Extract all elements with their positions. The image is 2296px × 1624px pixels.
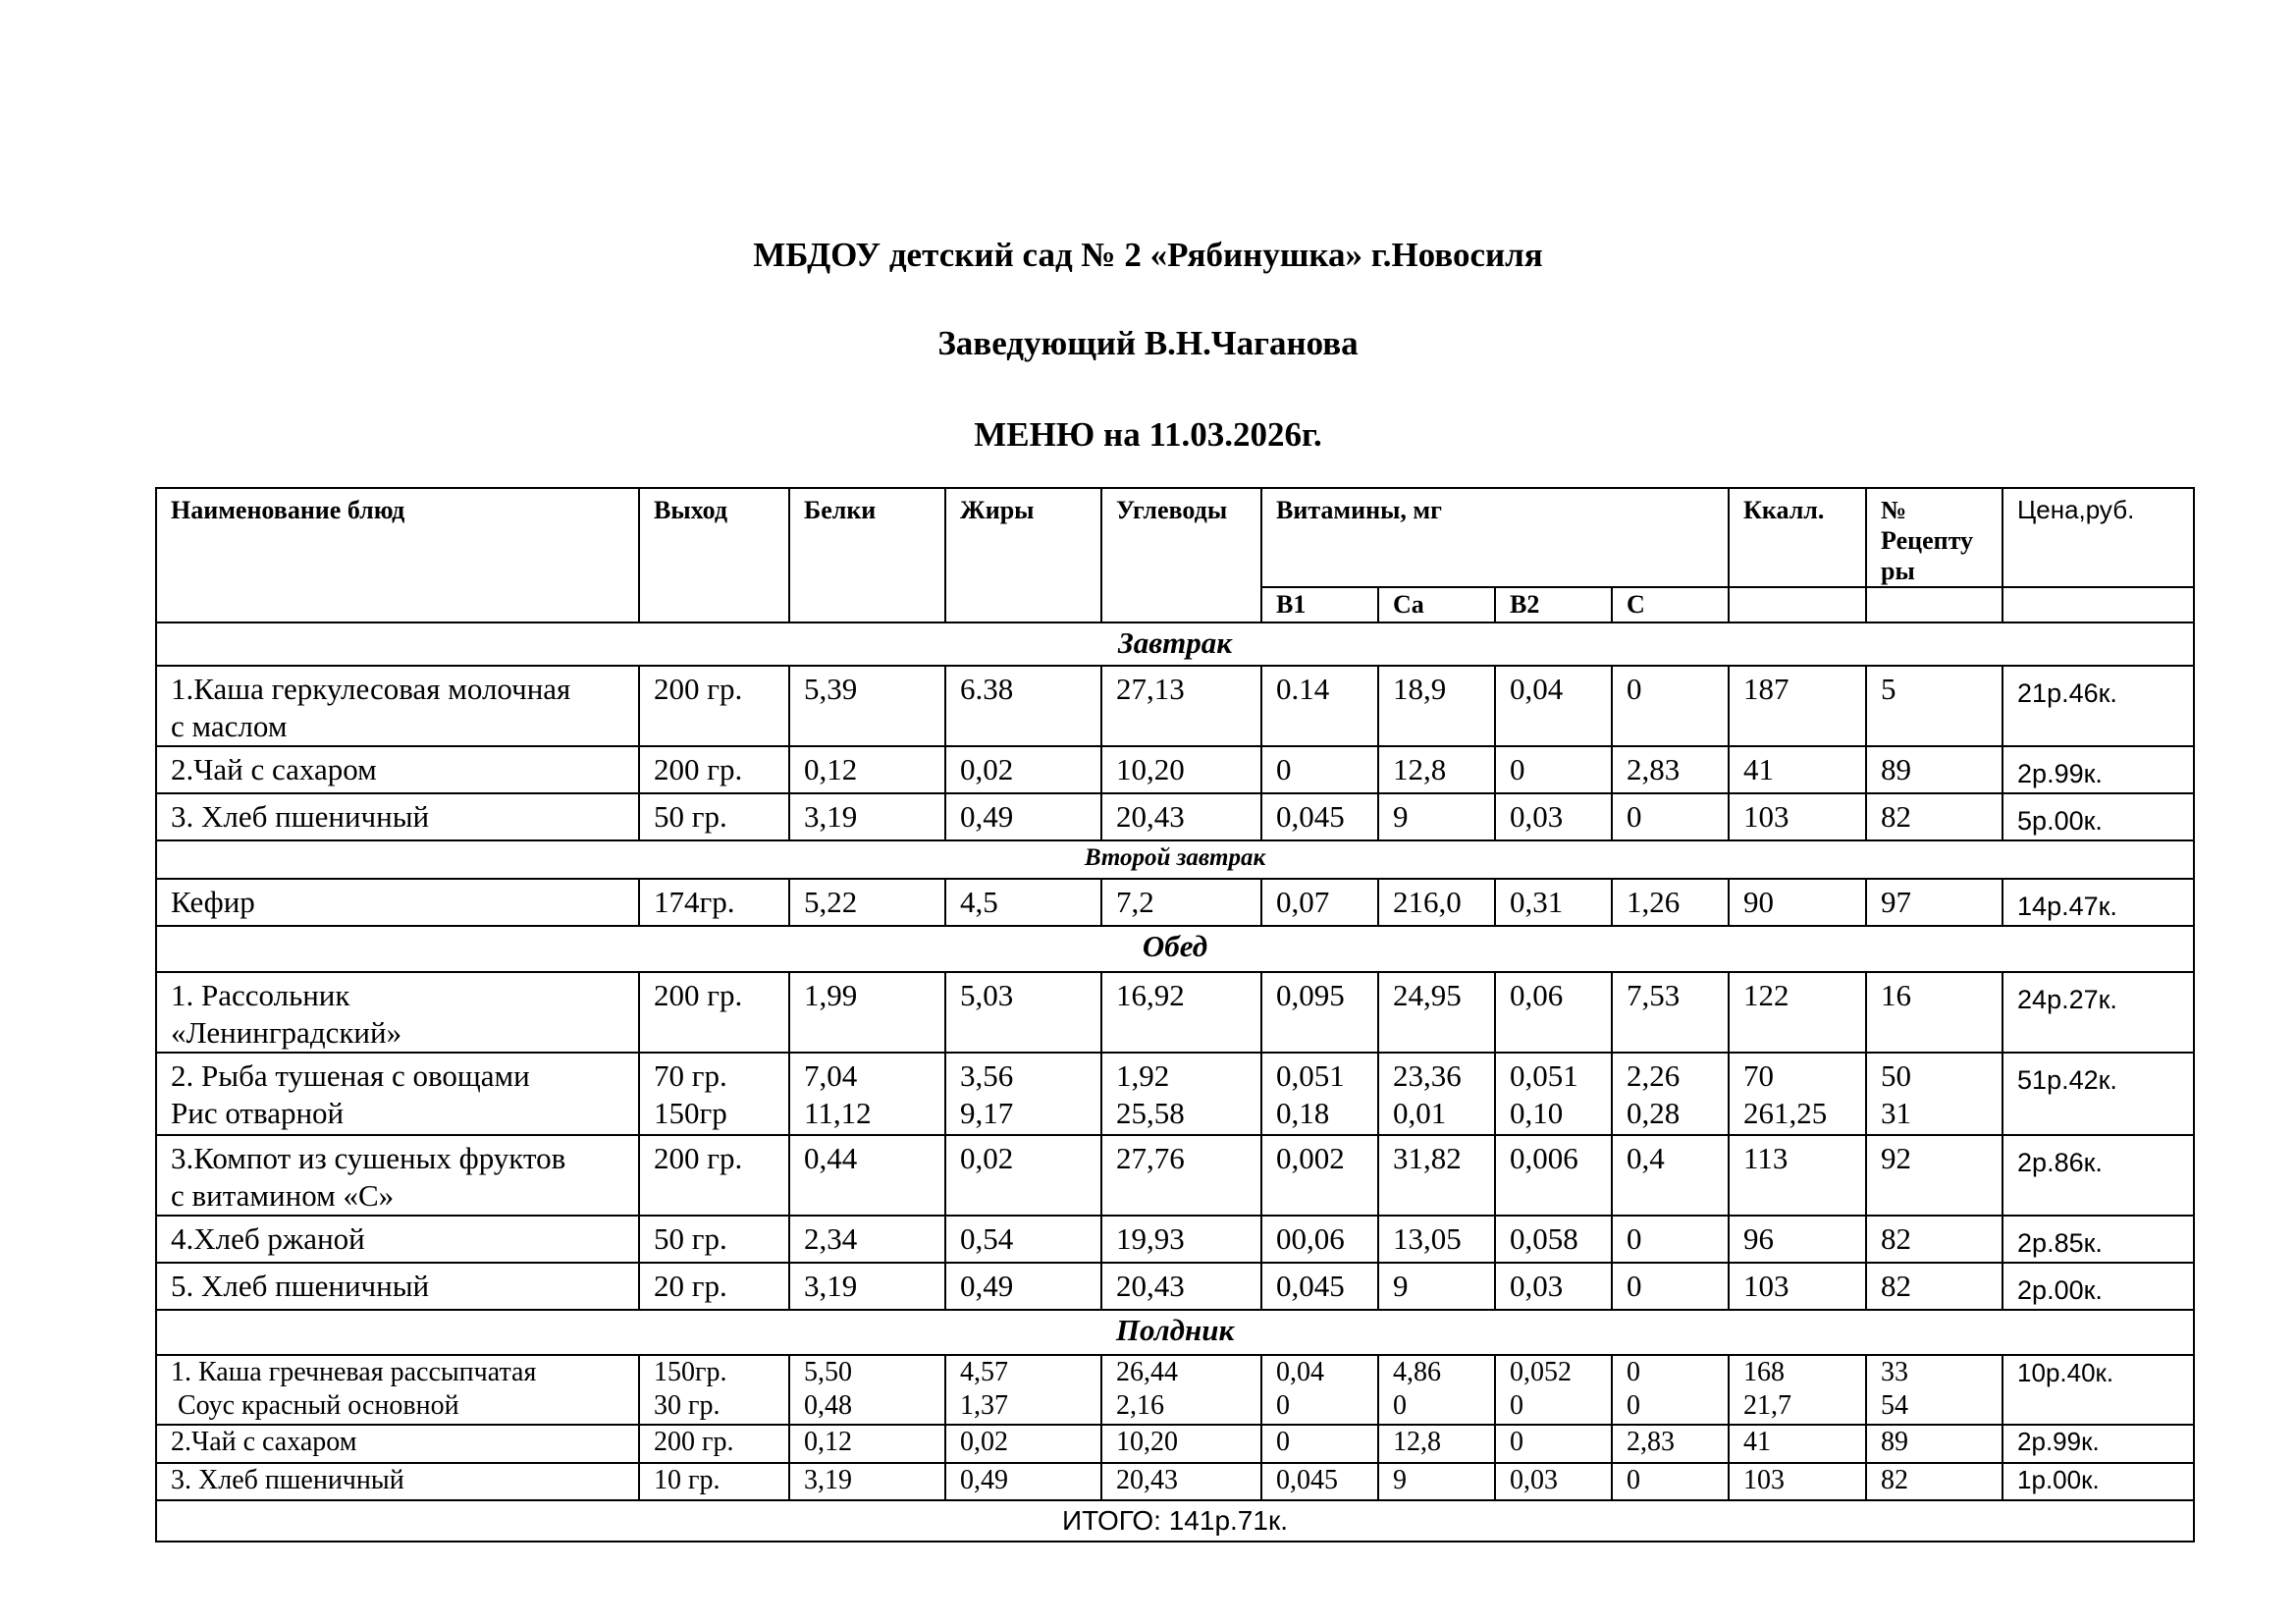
table-row xyxy=(156,1425,2194,1463)
cell-ca: 12,8 xyxy=(1378,1425,1495,1463)
col-header-ca: Са xyxy=(1378,587,1495,623)
table-row xyxy=(156,1463,2194,1500)
cell-prot: 1,99 xyxy=(789,972,945,1053)
cell-rec: 92 xyxy=(1866,1135,2002,1216)
cell-rec: 97 xyxy=(1866,879,2002,926)
cell-b1: 0 xyxy=(1261,1425,1378,1463)
table-header-row xyxy=(156,488,2194,587)
cell-kcal: 41 xyxy=(1729,746,1866,793)
menu-title: МЕНЮ на 11.03.2026г. xyxy=(974,415,1322,454)
rec-line-2: Рецепту xyxy=(1881,526,1974,555)
cell-rec: 82 xyxy=(1866,1463,2002,1500)
value-line-2: 0 xyxy=(1276,1390,1290,1421)
cell-carb: 16,92 xyxy=(1101,972,1261,1053)
cell-b1: 0,002 xyxy=(1261,1135,1378,1216)
value-line-1: 0,051 xyxy=(1510,1058,1578,1093)
cell-rec: 89 xyxy=(1866,1425,2002,1463)
cell-c: 2,83 xyxy=(1612,746,1729,793)
cell-price: 24р.27к. xyxy=(2002,972,2194,1053)
cell-fat: 0,49 xyxy=(945,793,1101,840)
cell-ca xyxy=(1378,1355,1495,1425)
value-line-1: 70 xyxy=(1743,1058,1775,1093)
cell-carb: 10,20 xyxy=(1101,1425,1261,1463)
value-line-1: 1,92 xyxy=(1116,1058,1170,1093)
cell-out: 200 гр. xyxy=(639,666,789,746)
section-row xyxy=(156,926,2194,972)
value-line-2: 0 xyxy=(1627,1390,1640,1421)
section-breakfast: Завтрак xyxy=(156,623,2194,666)
cell-c xyxy=(1612,1355,1729,1425)
cell-prot: 3,19 xyxy=(789,1263,945,1310)
cell-b2 xyxy=(1495,1355,1612,1425)
dish-name-line-1: 1.Каша геркулесовая молочная xyxy=(171,672,571,706)
dish-name-line-1: 1. Рассольник xyxy=(171,978,350,1012)
cell-b2: 0,03 xyxy=(1495,793,1612,840)
dish-name: 4.Хлеб ржаной xyxy=(156,1216,639,1263)
cell-fat: 4,5 xyxy=(945,879,1101,926)
cell-price: 51р.42к. xyxy=(2002,1053,2194,1135)
cell-prot: 0,44 xyxy=(789,1135,945,1216)
dish-name xyxy=(156,1355,639,1425)
dish-name xyxy=(156,666,639,746)
cell-rec: 16 xyxy=(1866,972,2002,1053)
table-row xyxy=(156,1135,2194,1216)
cell-price: 10р.40к. xyxy=(2002,1355,2194,1425)
cell-fat xyxy=(945,1053,1101,1135)
cell-c: 0,4 xyxy=(1612,1135,1729,1216)
cell-rec: 82 xyxy=(1866,1216,2002,1263)
cell-price: 5р.00к. xyxy=(2002,793,2194,840)
col-header-carb: Углеводы xyxy=(1101,488,1261,623)
dish-name xyxy=(156,972,639,1053)
cell-carb: 20,43 xyxy=(1101,1263,1261,1310)
cell-fat: 0,49 xyxy=(945,1263,1101,1310)
cell-b1: 0,095 xyxy=(1261,972,1378,1053)
value-line-2: 30 гр. xyxy=(654,1390,721,1421)
cell-price: 21р.46к. xyxy=(2002,666,2194,746)
cell-out: 174гр. xyxy=(639,879,789,926)
rec-line-3: ры xyxy=(1881,557,1915,585)
cell-price: 2р.00к. xyxy=(2002,1263,2194,1310)
value-line-1: 2,26 xyxy=(1627,1058,1681,1093)
cell-ca: 31,82 xyxy=(1378,1135,1495,1216)
cell-ca: 18,9 xyxy=(1378,666,1495,746)
cell-prot: 5,39 xyxy=(789,666,945,746)
cell-kcal xyxy=(1729,1053,1866,1135)
value-line-1: 4,57 xyxy=(960,1357,1008,1387)
dish-name-line-2: с маслом xyxy=(171,709,288,743)
cell-fat: 0,02 xyxy=(945,1135,1101,1216)
cell-price: 1р.00к. xyxy=(2002,1463,2194,1500)
value-line-2: 0,01 xyxy=(1393,1096,1447,1130)
table-row xyxy=(156,1355,2194,1425)
dish-name-line-1: 2. Рыба тушеная с овощами xyxy=(171,1058,530,1093)
table-row xyxy=(156,1053,2194,1135)
value-line-1: 26,44 xyxy=(1116,1357,1178,1387)
cell-b2: 0,058 xyxy=(1495,1216,1612,1263)
cell-prot xyxy=(789,1053,945,1135)
cell-prot: 0,12 xyxy=(789,746,945,793)
dish-name: 2.Чай с сахаром xyxy=(156,1425,639,1463)
value-line-1: 70 гр. xyxy=(654,1058,727,1093)
col-header-price: Цена,руб. xyxy=(2002,488,2194,587)
table-row xyxy=(156,746,2194,793)
cell-kcal: 103 xyxy=(1729,1263,1866,1310)
col-header-b1: В1 xyxy=(1261,587,1378,623)
cell-b2: 0,006 xyxy=(1495,1135,1612,1216)
cell-carb: 27,76 xyxy=(1101,1135,1261,1216)
cell-b2: 0 xyxy=(1495,1425,1612,1463)
cell-b1: 0 xyxy=(1261,746,1378,793)
cell-prot: 3,19 xyxy=(789,793,945,840)
dish-name-line-2: с витамином «С» xyxy=(171,1178,395,1213)
cell-out: 10 гр. xyxy=(639,1463,789,1500)
table-row xyxy=(156,972,2194,1053)
cell-c: 0 xyxy=(1612,1216,1729,1263)
cell-prot: 3,19 xyxy=(789,1463,945,1500)
cell-kcal xyxy=(1729,1355,1866,1425)
cell-b2: 0,31 xyxy=(1495,879,1612,926)
cell-b1: 0,045 xyxy=(1261,1263,1378,1310)
section-row xyxy=(156,840,2194,879)
cell-kcal: 122 xyxy=(1729,972,1866,1053)
value-line-2: 31 xyxy=(1881,1096,1912,1130)
section-lunch: Обед xyxy=(156,926,2194,972)
cell-kcal: 187 xyxy=(1729,666,1866,746)
dish-name: Кефир xyxy=(156,879,639,926)
section-row xyxy=(156,623,2194,666)
cell-b1: 0,045 xyxy=(1261,1463,1378,1500)
value-line-1: 0,051 xyxy=(1276,1058,1345,1093)
total-sum: ИТОГО: 141р.71к. xyxy=(156,1500,2194,1542)
value-line-1: 168 xyxy=(1743,1357,1786,1387)
cell-b1: 00,06 xyxy=(1261,1216,1378,1263)
table-row xyxy=(156,666,2194,746)
col-header-vit: Витамины, мг xyxy=(1261,488,1729,587)
cell-out: 50 гр. xyxy=(639,793,789,840)
table-row xyxy=(156,1216,2194,1263)
dish-name: 5. Хлеб пшеничный xyxy=(156,1263,639,1310)
dish-name xyxy=(156,1135,639,1216)
cell-c: 2,83 xyxy=(1612,1425,1729,1463)
cell-ca xyxy=(1378,1053,1495,1135)
cell-ca: 12,8 xyxy=(1378,746,1495,793)
cell-kcal: 90 xyxy=(1729,879,1866,926)
head-name: Заведующий В.Н.Чаганова xyxy=(937,324,1359,362)
cell-kcal: 103 xyxy=(1729,793,1866,840)
cell-out: 20 гр. xyxy=(639,1263,789,1310)
value-line-2: 150гр xyxy=(654,1096,727,1130)
col-header-b2: В2 xyxy=(1495,587,1612,623)
value-line-1: 7,04 xyxy=(804,1058,858,1093)
value-line-2: 9,17 xyxy=(960,1096,1014,1130)
section-snack: Полдник xyxy=(156,1310,2194,1355)
value-line-1: 4,86 xyxy=(1393,1357,1441,1387)
cell-fat: 5,03 xyxy=(945,972,1101,1053)
total-row xyxy=(156,1500,2194,1542)
rec-line-1: № xyxy=(1881,496,1907,524)
value-line-2: 54 xyxy=(1881,1390,1909,1421)
cell-fat: 0,49 xyxy=(945,1463,1101,1500)
value-line-2: 261,25 xyxy=(1743,1096,1828,1130)
cell-c: 1,26 xyxy=(1612,879,1729,926)
value-line-1: 0,04 xyxy=(1276,1357,1324,1387)
cell-ca: 24,95 xyxy=(1378,972,1495,1053)
menu-table xyxy=(155,487,2195,1543)
value-line-2: 0 xyxy=(1393,1390,1407,1421)
cell-rec: 82 xyxy=(1866,1263,2002,1310)
value-line-2: 0,10 xyxy=(1510,1096,1564,1130)
cell-b1 xyxy=(1261,1053,1378,1135)
cell-carb xyxy=(1101,1355,1261,1425)
dish-name-line-2: Рис отварной xyxy=(171,1096,345,1130)
cell-out: 200 гр. xyxy=(639,972,789,1053)
cell-price: 2р.99к. xyxy=(2002,1425,2194,1463)
cell-ca: 9 xyxy=(1378,793,1495,840)
table-row xyxy=(156,793,2194,840)
org-title: МБДОУ детский сад № 2 «Рябинушка» г.Новосиля xyxy=(753,236,1543,274)
cell-carb: 20,43 xyxy=(1101,1463,1261,1500)
cell-ca: 216,0 xyxy=(1378,879,1495,926)
cell-fat xyxy=(945,1355,1101,1425)
cell-prot: 5,22 xyxy=(789,879,945,926)
cell-carb: 7,2 xyxy=(1101,879,1261,926)
value-line-1: 0 xyxy=(1627,1357,1640,1387)
cell-fat: 6.38 xyxy=(945,666,1101,746)
value-line-2: 0,48 xyxy=(804,1390,852,1421)
empty-cell xyxy=(2002,587,2194,623)
value-line-1: 33 xyxy=(1881,1357,1909,1387)
cell-ca: 13,05 xyxy=(1378,1216,1495,1263)
cell-out: 200 гр. xyxy=(639,746,789,793)
value-line-2: 0,28 xyxy=(1627,1096,1681,1130)
value-line-1: 23,36 xyxy=(1393,1058,1462,1093)
cell-carb: 20,43 xyxy=(1101,793,1261,840)
dish-name: 3. Хлеб пшеничный xyxy=(156,793,639,840)
dish-name-line-2: Соус красный основной xyxy=(171,1390,459,1421)
col-header-kcal: Ккалл. xyxy=(1729,488,1866,587)
cell-prot xyxy=(789,1355,945,1425)
cell-c: 0 xyxy=(1612,1463,1729,1500)
cell-b1: 0,045 xyxy=(1261,793,1378,840)
cell-fat: 0,02 xyxy=(945,746,1101,793)
cell-price: 2р.85к. xyxy=(2002,1216,2194,1263)
cell-rec xyxy=(1866,1355,2002,1425)
value-line-2: 0,18 xyxy=(1276,1096,1330,1130)
cell-out: 200 гр. xyxy=(639,1425,789,1463)
table-row xyxy=(156,879,2194,926)
col-header-rec xyxy=(1866,488,2002,587)
col-header-fat: Жиры xyxy=(945,488,1101,623)
cell-price: 2р.99к. xyxy=(2002,746,2194,793)
dish-name xyxy=(156,1053,639,1135)
cell-ca: 9 xyxy=(1378,1463,1495,1500)
cell-rec: 5 xyxy=(1866,666,2002,746)
cell-kcal: 41 xyxy=(1729,1425,1866,1463)
cell-b1: 0,07 xyxy=(1261,879,1378,926)
cell-b2: 0,03 xyxy=(1495,1263,1612,1310)
value-line-2: 2,16 xyxy=(1116,1390,1164,1421)
value-line-2: 11,12 xyxy=(804,1096,872,1130)
value-line-2: 21,7 xyxy=(1743,1390,1792,1421)
cell-fat: 0,54 xyxy=(945,1216,1101,1263)
cell-price: 2р.86к. xyxy=(2002,1135,2194,1216)
cell-b2: 0,06 xyxy=(1495,972,1612,1053)
col-header-c: С xyxy=(1612,587,1729,623)
cell-b1: 0.14 xyxy=(1261,666,1378,746)
value-line-1: 150гр. xyxy=(654,1357,727,1387)
dish-name-line-1: 1. Каша гречневая рассыпчатая xyxy=(171,1357,537,1387)
dish-name: 3. Хлеб пшеничный xyxy=(156,1463,639,1500)
value-line-1: 3,56 xyxy=(960,1058,1014,1093)
cell-b2: 0 xyxy=(1495,746,1612,793)
cell-prot: 0,12 xyxy=(789,1425,945,1463)
value-line-2: 0 xyxy=(1510,1390,1523,1421)
col-header-prot: Белки xyxy=(789,488,945,623)
value-line-2: 1,37 xyxy=(960,1390,1008,1421)
col-header-out: Выход xyxy=(639,488,789,623)
cell-ca: 9 xyxy=(1378,1263,1495,1310)
col-header-name: Наименование блюд xyxy=(156,488,639,623)
dish-name-line-1: 3.Компот из сушеных фруктов xyxy=(171,1141,566,1175)
value-line-1: 50 xyxy=(1881,1058,1912,1093)
cell-c xyxy=(1612,1053,1729,1135)
section-row xyxy=(156,1310,2194,1355)
empty-cell xyxy=(1866,587,2002,623)
value-line-1: 0,052 xyxy=(1510,1357,1572,1387)
cell-rec: 82 xyxy=(1866,793,2002,840)
cell-prot: 2,34 xyxy=(789,1216,945,1263)
section-second-breakfast: Второй завтрак xyxy=(156,840,2194,879)
cell-c: 0 xyxy=(1612,793,1729,840)
cell-carb: 10,20 xyxy=(1101,746,1261,793)
cell-carb: 27,13 xyxy=(1101,666,1261,746)
table-row xyxy=(156,1263,2194,1310)
cell-rec xyxy=(1866,1053,2002,1135)
cell-price: 14р.47к. xyxy=(2002,879,2194,926)
cell-b2 xyxy=(1495,1053,1612,1135)
cell-rec: 89 xyxy=(1866,746,2002,793)
value-line-2: 25,58 xyxy=(1116,1096,1185,1130)
cell-out xyxy=(639,1355,789,1425)
value-line-1: 5,50 xyxy=(804,1357,852,1387)
cell-b2: 0,04 xyxy=(1495,666,1612,746)
cell-kcal: 103 xyxy=(1729,1463,1866,1500)
dish-name: 2.Чай с сахаром xyxy=(156,746,639,793)
cell-kcal: 113 xyxy=(1729,1135,1866,1216)
cell-out: 50 гр. xyxy=(639,1216,789,1263)
cell-c: 0 xyxy=(1612,666,1729,746)
cell-carb: 19,93 xyxy=(1101,1216,1261,1263)
cell-b2: 0,03 xyxy=(1495,1463,1612,1500)
dish-name-line-2: «Ленинградский» xyxy=(171,1015,402,1050)
cell-kcal: 96 xyxy=(1729,1216,1866,1263)
empty-cell xyxy=(1729,587,1866,623)
cell-c: 0 xyxy=(1612,1263,1729,1310)
cell-c: 7,53 xyxy=(1612,972,1729,1053)
cell-out xyxy=(639,1053,789,1135)
cell-out: 200 гр. xyxy=(639,1135,789,1216)
cell-carb xyxy=(1101,1053,1261,1135)
cell-b1 xyxy=(1261,1355,1378,1425)
cell-fat: 0,02 xyxy=(945,1425,1101,1463)
